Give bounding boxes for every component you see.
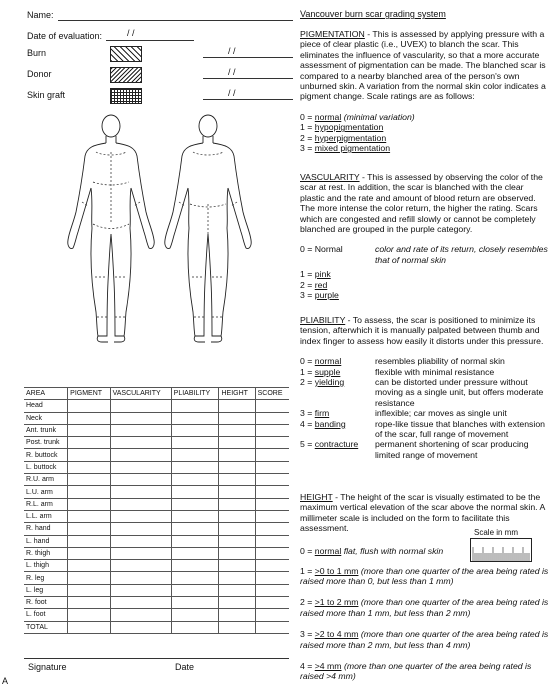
score-cell[interactable] (68, 424, 110, 436)
score-cell[interactable] (219, 412, 255, 424)
score-cell[interactable] (171, 461, 219, 473)
score-cell[interactable] (110, 412, 171, 424)
table-row (24, 449, 289, 461)
score-cell[interactable] (255, 609, 289, 621)
pigmentation-section (300, 29, 550, 153)
score-cell[interactable] (110, 621, 171, 633)
vascularity-normal-key: 0 = Normal (300, 244, 343, 255)
score-cell[interactable] (219, 424, 255, 436)
score-cell[interactable] (255, 474, 289, 486)
table-row (24, 621, 289, 633)
area-cell: Post. trunk (24, 437, 68, 449)
score-cell[interactable] (219, 437, 255, 449)
table-row (24, 437, 289, 449)
score-cell[interactable] (110, 523, 171, 535)
score-cell[interactable] (171, 609, 219, 621)
scale-label: Scale in mm (474, 528, 519, 537)
score-cell[interactable] (68, 547, 110, 559)
score-cell[interactable] (255, 412, 289, 424)
area-cell: L.U. arm (24, 486, 68, 498)
score-cell[interactable] (219, 547, 255, 559)
table-row (24, 498, 289, 510)
table-row (24, 400, 289, 412)
legend-date-field-burn[interactable] (203, 57, 293, 58)
table-row (24, 474, 289, 486)
score-cell[interactable] (171, 597, 219, 609)
score-cell[interactable] (219, 474, 255, 486)
score-cell[interactable] (68, 572, 110, 584)
score-cell[interactable] (255, 535, 289, 547)
score-cell[interactable] (110, 609, 171, 621)
score-cell[interactable] (171, 474, 219, 486)
date-slashes: / / (228, 46, 236, 56)
scale-item: 2 = red (300, 279, 328, 290)
legend-swatch-skin-graft (110, 88, 142, 104)
date-slashes: / / (228, 67, 236, 77)
score-cell[interactable] (110, 474, 171, 486)
score-cell[interactable] (255, 584, 289, 596)
pliability-section (300, 315, 550, 460)
area-cell: L. thigh (24, 560, 68, 572)
score-cell[interactable] (110, 510, 171, 522)
scale-item: 3 = >2 to 4 mm (more than one quarter of the area being rated is raised more than 2 mm, but less than 4 mm) (300, 629, 549, 650)
score-cell[interactable] (68, 437, 110, 449)
scale-item: 2 = hyperpigmentation (300, 132, 387, 143)
score-cell[interactable] (110, 535, 171, 547)
area-cell: L. foot (24, 609, 68, 621)
body-diagram[interactable] (60, 112, 270, 344)
table-row (24, 584, 289, 596)
scale-item: 3 = mixed pigmentation (300, 143, 391, 154)
table-row (24, 597, 289, 609)
area-cell: Head (24, 400, 68, 412)
height-paragraph: HEIGHT - The height of the scar is visually estimated to be the maximum vertical elevation of the scar above the normal skin. A millimeter scale is included on the form to facilitate this assessment. (300, 492, 545, 534)
date-footer-label: Date (175, 662, 195, 672)
scale-item: 4 = banding rope-like tissue that blanches with extension of the scar, full range of movement (300, 418, 545, 440)
pliability-paragraph: PLIABILITY - To assess, the scar is positioned to minimize its tension, afterwhich it is manually palpated between thumb and index finger to assess how easily it distorts under this pressure. (300, 315, 544, 346)
scale-item: 2 = >1 to 2 mm (more than one quarter of the area being rated is raised more than 1 mm, but less than 2 mm) (300, 597, 549, 618)
score-cell[interactable] (171, 510, 219, 522)
score-cell[interactable] (171, 547, 219, 559)
score-cell[interactable] (255, 437, 289, 449)
pigmentation-scale (300, 112, 550, 154)
table-header-row (24, 388, 289, 400)
table-row (24, 547, 289, 559)
score-cell[interactable] (219, 584, 255, 596)
area-cell: L. leg (24, 584, 68, 596)
score-cell[interactable] (255, 461, 289, 473)
area-cell: L. buttock (24, 461, 68, 473)
score-cell[interactable] (68, 498, 110, 510)
score-cell[interactable] (110, 449, 171, 461)
area-cell: Ant. trunk (24, 424, 68, 436)
score-cell[interactable] (171, 560, 219, 572)
score-cell[interactable] (255, 510, 289, 522)
scale-item: 2 = yielding can be distorted under pressure without moving as a single unit, but offers moderate resistance (300, 377, 544, 408)
column-header: SCORE (255, 388, 289, 400)
score-cell[interactable] (68, 486, 110, 498)
page-title: Vancouver burn scar grading system (300, 9, 446, 19)
score-cell[interactable] (171, 412, 219, 424)
score-cell[interactable] (110, 498, 171, 510)
table-row (24, 572, 289, 584)
score-cell[interactable] (110, 486, 171, 498)
signature-label: Signature (28, 662, 67, 672)
column-header: PIGMENT (68, 388, 110, 400)
score-cell[interactable] (219, 486, 255, 498)
table-row (24, 424, 289, 436)
height-normal-row: 0 = normal flat, flush with normal skin (300, 545, 444, 556)
table-row (24, 609, 289, 621)
score-cell[interactable] (219, 609, 255, 621)
vascularity-paragraph: VASCULARITY - This is assessed by observing the color of the scar at rest. In addition, the scar is blanched with the clear plastic and the rate and amount of blood return are observed. The more intense the color return, the higher the rating. Scars which are congested and refill slowly or cannot be completely blanched are grouped in the purple category. (300, 172, 543, 235)
score-cell[interactable] (110, 461, 171, 473)
score-cell[interactable] (68, 461, 110, 473)
front-body-figure (68, 115, 154, 342)
score-cell[interactable] (171, 584, 219, 596)
score-cell[interactable] (68, 510, 110, 522)
table-row (24, 412, 289, 424)
score-cell[interactable] (171, 437, 219, 449)
table-row (24, 535, 289, 547)
table-row (24, 560, 289, 572)
vascularity-normal-desc: color and rate of its return, closely resembles that of normal skin (375, 244, 548, 265)
area-cell: L. hand (24, 535, 68, 547)
scale-item: 1 = supple flexible with minimal resistance (300, 366, 495, 377)
scale-item: 5 = contracture permanent shortening of scar producing limited range of movement (300, 439, 529, 460)
score-cell[interactable] (219, 498, 255, 510)
date-slashes: / / (228, 88, 236, 98)
column-header: VASCULARITY (110, 388, 171, 400)
legend-date-field-skin-graft[interactable] (203, 99, 293, 100)
score-cell[interactable] (68, 449, 110, 461)
score-cell[interactable] (219, 461, 255, 473)
score-cell[interactable] (219, 510, 255, 522)
score-cell[interactable] (255, 597, 289, 609)
score-cell[interactable] (110, 437, 171, 449)
score-cell[interactable] (255, 547, 289, 559)
score-cell[interactable] (171, 449, 219, 461)
score-cell[interactable] (110, 424, 171, 436)
score-cell[interactable] (255, 400, 289, 412)
legend-swatch-donor (110, 67, 142, 83)
legend-label-donor: Donor (27, 69, 52, 79)
scale-item: 0 = normal (minimal variation) (300, 111, 415, 122)
score-cell[interactable] (110, 597, 171, 609)
mm-scale-box (470, 538, 532, 562)
table-row (24, 510, 289, 522)
date-field[interactable] (106, 40, 194, 41)
scale-item: 1 = hypopigmentation (300, 122, 384, 133)
score-cell[interactable] (219, 523, 255, 535)
area-cell: R.U. arm (24, 474, 68, 486)
score-cell[interactable] (68, 474, 110, 486)
score-cell[interactable] (68, 412, 110, 424)
score-cell[interactable] (68, 400, 110, 412)
height-scale (300, 566, 550, 682)
score-cell[interactable] (110, 584, 171, 596)
pliability-scale (300, 356, 550, 460)
area-cell: R. leg (24, 572, 68, 584)
scale-item: 1 = pink (300, 269, 331, 280)
vascularity-section (300, 172, 550, 300)
score-cell[interactable] (171, 523, 219, 535)
score-cell[interactable] (110, 400, 171, 412)
figure-label: A (2, 676, 9, 686)
area-cell: R. thigh (24, 547, 68, 559)
area-cell: R. buttock (24, 449, 68, 461)
score-cell[interactable] (255, 498, 289, 510)
area-cell: R. foot (24, 597, 68, 609)
legend-swatch-burn (110, 46, 142, 62)
score-cell[interactable] (68, 584, 110, 596)
score-cell[interactable] (219, 400, 255, 412)
score-cell[interactable] (68, 535, 110, 547)
date-slashes: / / (127, 28, 135, 38)
table-row (24, 523, 289, 535)
score-cell[interactable] (171, 572, 219, 584)
area-cell: Neck (24, 412, 68, 424)
table-row (24, 461, 289, 473)
score-cell[interactable] (68, 560, 110, 572)
column-header: AREA (24, 388, 68, 400)
table-row (24, 486, 289, 498)
score-cell[interactable] (255, 424, 289, 436)
score-cell[interactable] (219, 535, 255, 547)
score-cell[interactable] (171, 486, 219, 498)
height-section (300, 492, 550, 693)
score-cell[interactable] (68, 597, 110, 609)
scale-item: 1 = >0 to 1 mm (more than one quarter of the area being rated is raised more than 0, but less than 1 mm) (300, 565, 549, 587)
pigmentation-paragraph: PIGMENTATION - This is assessed by applying pressure with a piece of clear plastic (i.e., UVEX) to blanch the scar. This eliminates the influence of vascularity, so that a more accurate assessment of pigmentation can be made. The blanched scar is compared to a nearby blanched area of the person's own unburned skin. A variation from the normal skin color indicates a pigment change. Scale ratings are as follows: (300, 29, 546, 102)
legend-label-burn: Burn (27, 48, 47, 58)
score-cell[interactable] (255, 486, 289, 498)
score-cell[interactable] (171, 424, 219, 436)
score-cell[interactable] (219, 621, 255, 633)
score-cell[interactable] (110, 547, 171, 559)
score-cell[interactable] (110, 572, 171, 584)
area-cell: R. hand (24, 523, 68, 535)
score-cell[interactable] (171, 400, 219, 412)
area-cell: TOTAL (24, 621, 68, 633)
vascularity-scale (300, 269, 550, 300)
area-cell: L.L. arm (24, 510, 68, 522)
score-cell[interactable] (68, 621, 110, 633)
date-label: Date of evaluation: (27, 31, 103, 41)
scoring-table (24, 387, 289, 634)
scale-item: 3 = purple (300, 290, 339, 301)
score-cell[interactable] (255, 560, 289, 572)
name-field[interactable] (58, 20, 293, 21)
score-cell[interactable] (110, 560, 171, 572)
score-cell[interactable] (219, 597, 255, 609)
legend-label-skin-graft: Skin graft (27, 90, 66, 100)
score-cell[interactable] (219, 449, 255, 461)
scale-item: 0 = normal resembles pliability of normal skin (300, 356, 505, 367)
scale-item: 3 = firm inflexible; car moves as single unit (300, 408, 507, 419)
score-cell[interactable] (219, 560, 255, 572)
score-cell[interactable] (219, 572, 255, 584)
legend-date-field-donor[interactable] (203, 78, 293, 79)
score-cell[interactable] (171, 621, 219, 633)
scale-item: 4 = >4 mm (more than one quarter of the area being rated is raised >4 mm) (300, 661, 532, 682)
score-cell[interactable] (68, 609, 110, 621)
score-cell[interactable] (68, 523, 110, 535)
column-header: HEIGHT (219, 388, 255, 400)
vascularity-normal-row (300, 244, 550, 265)
score-cell[interactable] (255, 449, 289, 461)
signature-line[interactable] (24, 658, 289, 659)
score-cell[interactable] (255, 572, 289, 584)
name-label: Name: (27, 10, 54, 20)
score-cell[interactable] (171, 498, 219, 510)
column-header: PLIABILITY (171, 388, 219, 400)
mm-scale-ticks (471, 539, 531, 561)
score-cell[interactable] (255, 621, 289, 633)
score-cell[interactable] (255, 523, 289, 535)
area-cell: R.L. arm (24, 498, 68, 510)
score-cell[interactable] (171, 535, 219, 547)
